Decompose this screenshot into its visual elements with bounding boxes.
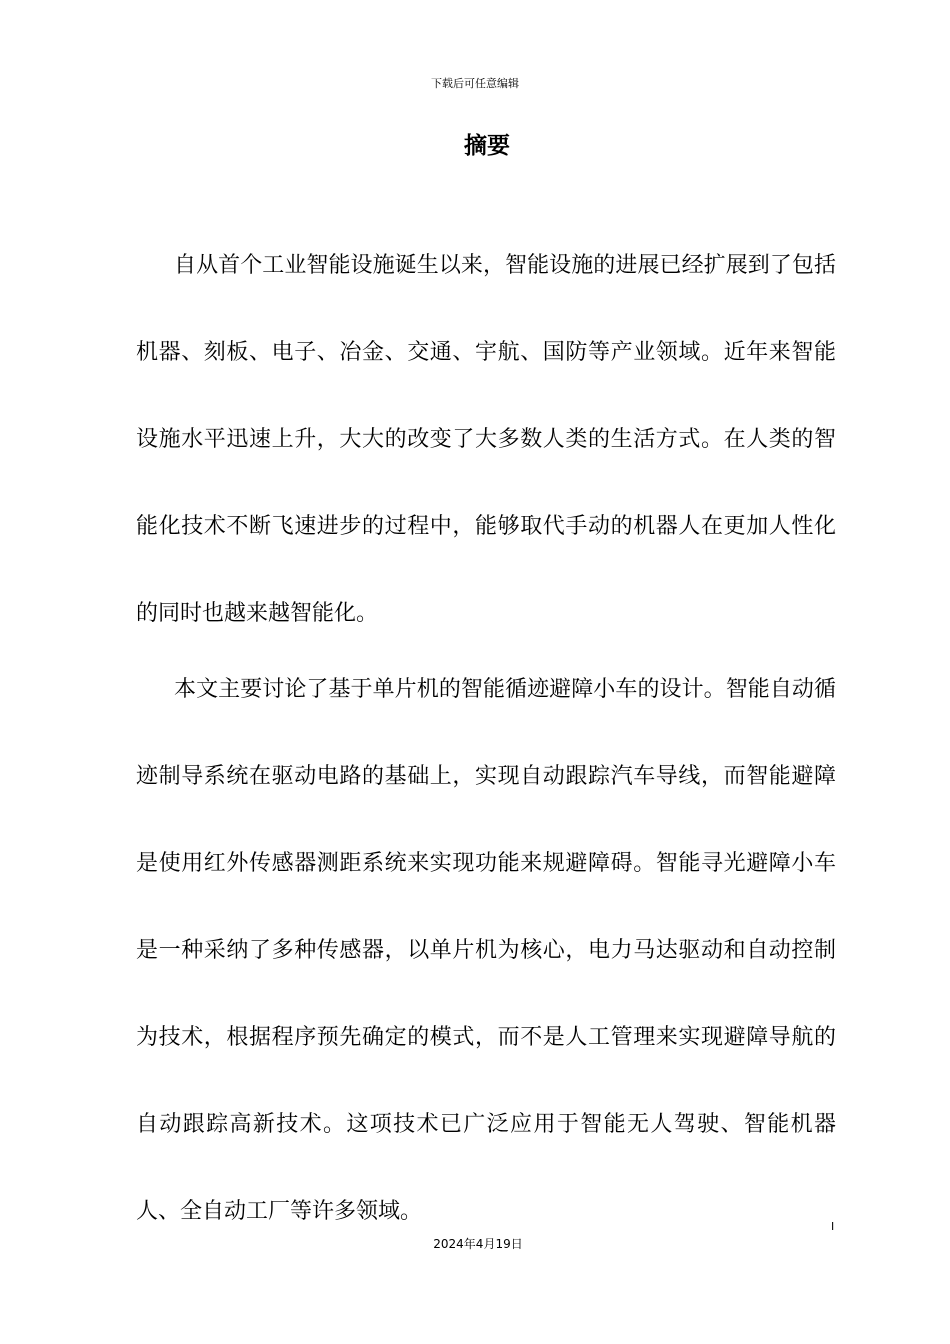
page-number: I (831, 1220, 835, 1233)
document-title: 摘要 (464, 133, 510, 159)
page-footer-date: 2024年4月19日 (433, 1237, 523, 1251)
paragraph: 本文主要讨论了基于单片机的智能循迹避障小车的设计。智能自动循迹制导系统在驱动电路的基础上，实现自动跟踪汽车导线，而智能避障是使用红外传感器测距系统来实现功能来规避障碍。智能寻光避障小车是一种采纳了多种传感器，以单片机为核心，电力马达驱动和自动控制为技术，根据程序预先确定的模式，而不是人工管理来实现避障导航的自动跟踪高新技术。这项技术已广泛应用于智能无人驾驶、智能机器人、全自动工厂等许多领域。 (136, 677, 836, 1224)
abstract-body (136, 222, 836, 1255)
paragraph: 自从首个工业智能设施诞生以来，智能设施的进展已经扩展到了包括机器、刻板、电子、冶金、交通、宇航、国防等产业领域。近年来智能设施水平迅速上升，大大的改变了大多数人类的生活方式。在人类的智能化技术不断飞速进步的过程中，能够取代手动的机器人在更加人性化的同时也越来越智能化。 (136, 253, 836, 626)
page-header: 下载后可任意编辑 (431, 77, 519, 90)
